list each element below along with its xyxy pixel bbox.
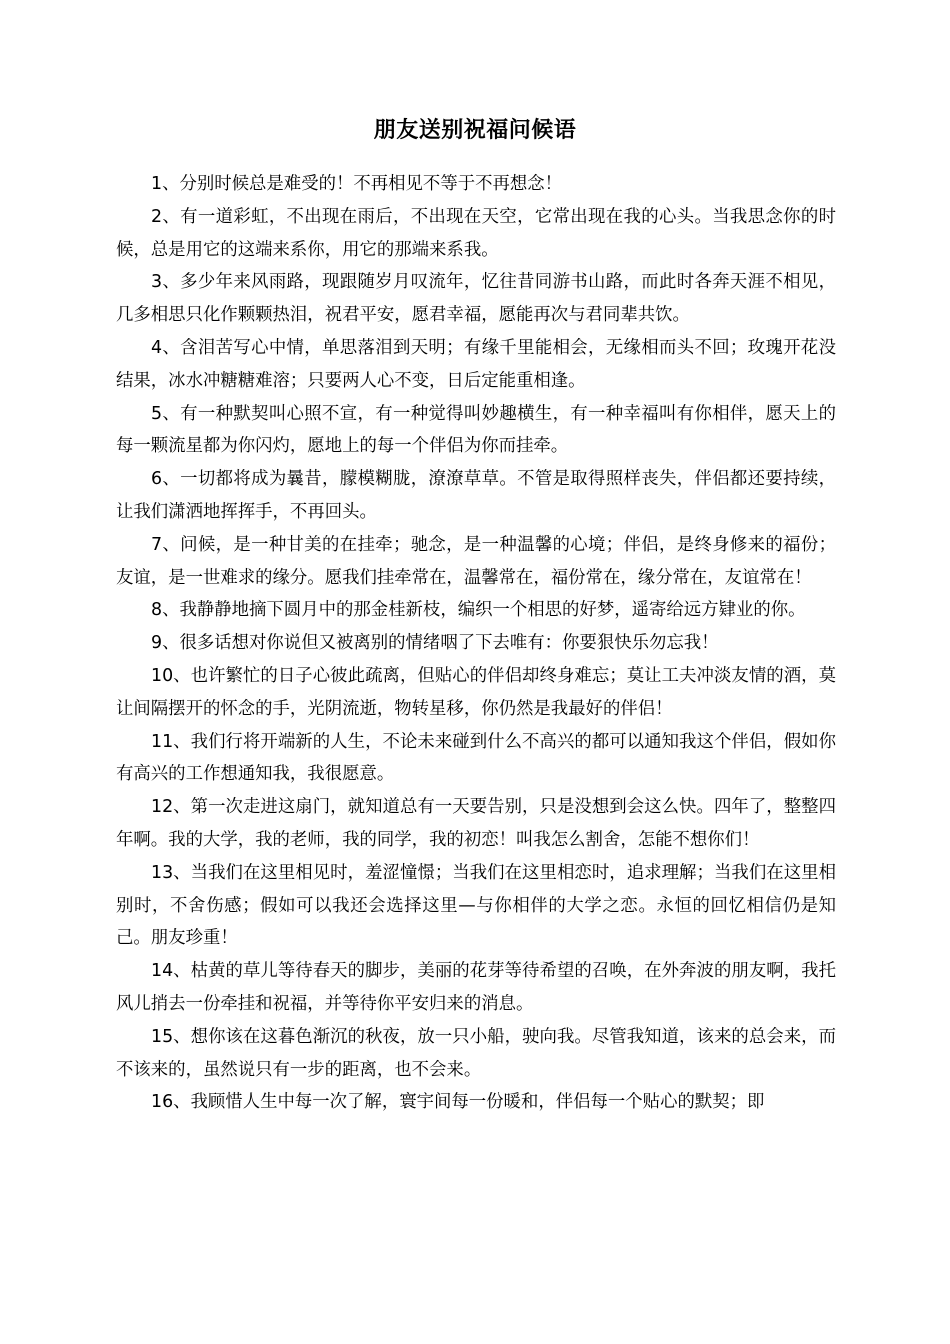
paragraph-15: 15、想你该在这暮色渐沉的秋夜，放一只小船，驶向我。尽管我知道，该来的总会来，而不该来的，虽然说只有一步的距离，也不会来。 xyxy=(116,1026,836,1080)
paragraph-1: 1、分别时候总是难受的！不再相见不等于不再想念！ xyxy=(151,174,563,194)
paragraph-14: 14、枯黄的草儿等待春天的脚步，美丽的花芽等待希望的召唤，在外奔波的朋友啊，我托风儿捎去一份牵挂和祝福，并等待你平安归来的消息。 xyxy=(116,961,836,1014)
paragraph-11: 11、我们行将开端新的人生，不论未来碰到什么不高兴的都可以通知我这个伴侣，假如你有高兴的工作想通知我，我很愿意。 xyxy=(116,731,836,785)
paragraph-13: 13、当我们在这里相见时，羞涩憧憬；当我们在这里相恋时，追求理解；当我们在这里相别时，不舍伤感；假如可以我还会选择这里—与你相伴的大学之恋。永恒的回忆相信仍是知己。朋友珍重！ xyxy=(116,862,836,949)
paragraph-16: 16、我顾惜人生中每一次了解，寰宇间每一份暖和，伴侣每一个贴心的默契；即 xyxy=(151,1092,765,1113)
paragraph-2: 2、有一道彩虹，不出现在雨后，不出现在天空，它常出现在我的心头。当我思念你的时候，总是用它的这端来系你，用它的那端来系我。 xyxy=(116,206,836,260)
paragraph-10: 10、也许繁忙的日子心彼此疏离，但贴心的伴侣却终身难忘；莫让工夫冲淡友情的酒，莫让间隔摆开的怀念的手，光阴流逝，物转星移，你仍然是我最好的伴侣！ xyxy=(116,665,836,719)
paragraph-7: 7、问候，是一种甘美的在挂牵；驰念，是一种温馨的心境；伴侣，是终身修来的福份；友谊，是一世难求的缘分。愿我们挂牵常在，温馨常在，福份常在，缘分常在，友谊常在！ xyxy=(116,534,836,588)
document-title: 朋友送别祝福问候语 xyxy=(373,118,577,143)
paragraph-6: 6、一切都将成为曩昔，朦模糊胧，潦潦草草。不管是取得照样丧失，伴侣都还要持续，让我们潇洒地挥挥手，不再回头。 xyxy=(116,469,836,522)
paragraph-3: 3、多少年来风雨路，现跟随岁月叹流年，忆往昔同游书山路，而此时各奔天涯不相见，几多相思只化作颗颗热泪，祝君平安，愿君幸福，愿能再次与君同辈共饮。 xyxy=(116,272,836,326)
paragraph-4: 4、含泪苦写心中情，单思落泪到天明；有缘千里能相会，无缘相而头不回；玫瑰开花没结果，冰水冲糖糖难溶；只要两人心不变，日后定能重相逢。 xyxy=(116,337,836,391)
paragraph-8: 8、我静静地摘下圆月中的那金桂新枝，编织一个相思的好梦，遥寄给远方肄业的你。 xyxy=(151,600,806,621)
paragraph-12: 12、第一次走进这扇门，就知道总有一天要告别，只是没想到会这么快。四年了，整整四年啊。我的大学，我的老师，我的同学，我的初恋！叫我怎么割舍，怎能不想你们！ xyxy=(116,797,836,850)
paragraph-9: 9、很多话想对你说但又被离别的情绪咽了下去唯有：你要狠快乐勿忘我！ xyxy=(151,633,719,654)
document-body xyxy=(116,168,836,1119)
paragraph-5: 5、有一种默契叫心照不宣，有一种觉得叫妙趣横生，有一种幸福叫有你相伴，愿天上的每一颗流星都为你闪灼，愿地上的每一个伴侣为你而挂牵。 xyxy=(116,403,836,457)
